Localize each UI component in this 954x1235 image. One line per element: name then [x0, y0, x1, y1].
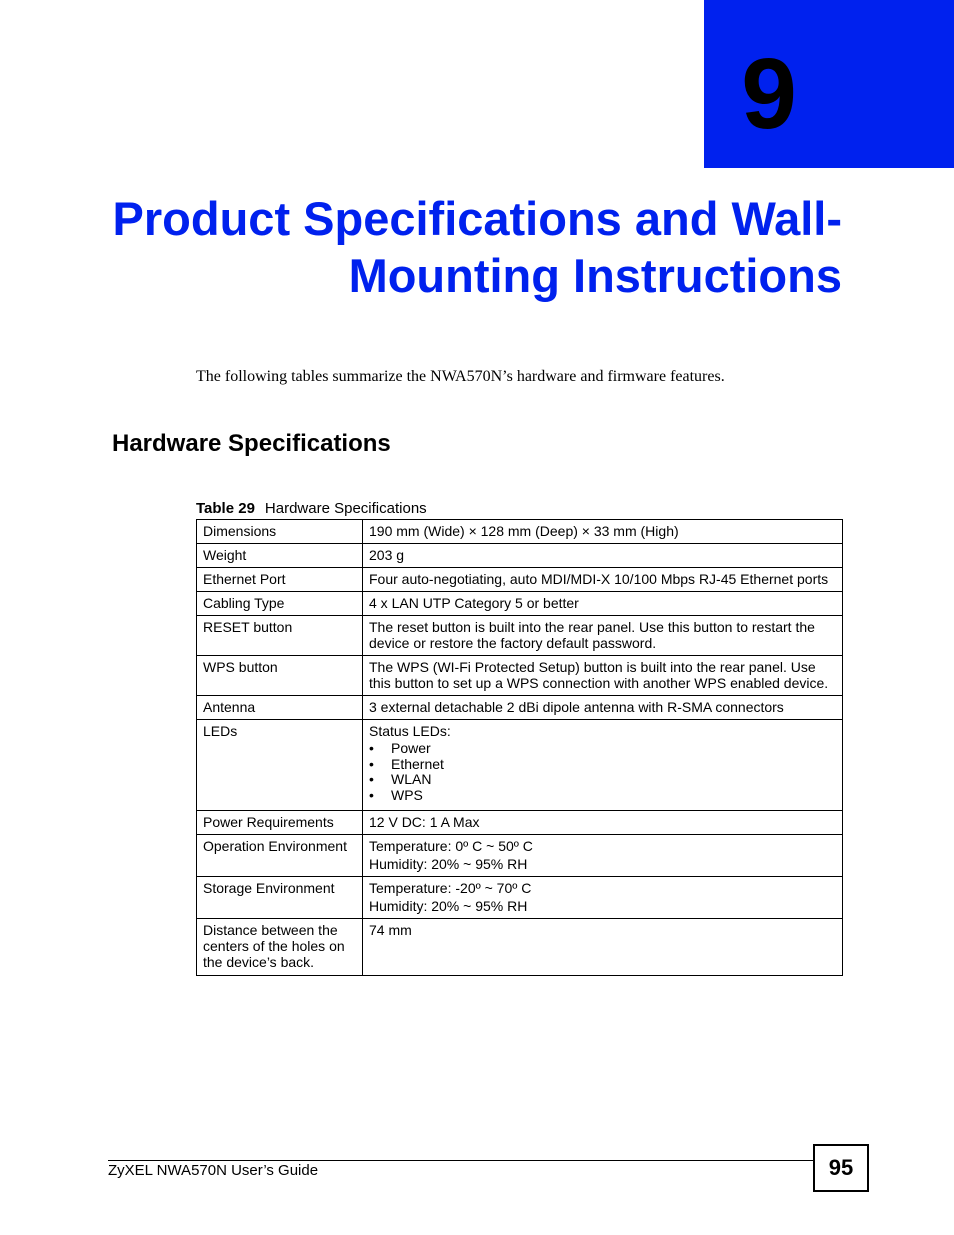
row-label: Antenna	[197, 696, 363, 720]
row-value: 203 g	[363, 544, 843, 568]
row-value: 4 x LAN UTP Category 5 or better	[363, 592, 843, 616]
chapter-title-line-2: Mounting Instructions	[348, 249, 842, 302]
row-value: The reset button is built into the rear panel. Use this button to restart the device or restore the factory default password.	[363, 616, 843, 656]
chapter-number: 9	[741, 38, 797, 150]
temperature-range: Temperature: 0º C ~ 50º C	[369, 838, 533, 854]
list-item	[369, 788, 836, 804]
table-row	[197, 568, 843, 592]
table-row	[197, 811, 843, 835]
list-item	[369, 757, 836, 773]
row-label: Cabling Type	[197, 592, 363, 616]
row-value: 74 mm	[363, 919, 843, 976]
row-value: The WPS (WI-Fi Protected Setup) button is built into the rear panel. Use this button to set up a WPS connection with another WPS enabled device.	[363, 656, 843, 696]
row-label: Power Requirements	[197, 811, 363, 835]
footer-divider	[108, 1160, 814, 1161]
footer-guide-title: ZyXEL NWA570N User’s Guide	[108, 1162, 319, 1179]
row-value: 12 V DC: 1 A Max	[363, 811, 843, 835]
row-label: Operation Environment	[197, 835, 363, 877]
led-item-label: WPS	[391, 786, 423, 803]
table-row	[197, 835, 843, 877]
table-row	[197, 656, 843, 696]
chapter-title-line-1: Product Specifications and Wall-	[112, 192, 842, 245]
led-item-label: Power	[391, 740, 431, 756]
row-value: 190 mm (Wide) × 128 mm (Deep) × 33 mm (High)	[363, 520, 843, 544]
table-row	[197, 720, 843, 811]
row-value	[363, 877, 843, 919]
led-item-label: Ethernet	[391, 755, 444, 772]
table-row	[197, 616, 843, 656]
table-row	[197, 877, 843, 919]
humidity-range: Humidity: 20% ~ 95% RH	[369, 856, 528, 872]
table-caption	[196, 500, 427, 518]
table-row	[197, 919, 843, 976]
bullet-icon: •	[369, 771, 374, 787]
list-item	[369, 772, 836, 788]
row-label: Dimensions	[197, 520, 363, 544]
row-value	[363, 835, 843, 877]
chapter-title	[100, 190, 842, 304]
table-row	[197, 544, 843, 568]
table-caption-number: Table 29	[196, 500, 255, 517]
row-label: Distance between the centers of the holes on the device’s back.	[197, 919, 363, 976]
table-row	[197, 592, 843, 616]
led-item-label: WLAN	[391, 771, 432, 787]
bullet-icon: •	[369, 740, 374, 756]
humidity-range: Humidity: 20% ~ 95% RH	[369, 898, 528, 914]
section-heading: Hardware Specifications	[112, 430, 391, 457]
table-row	[197, 696, 843, 720]
table-row	[197, 520, 843, 544]
intro-paragraph: The following tables summarize the NWA570N’s hardware and firmware features.	[196, 368, 725, 385]
row-value: 3 external detachable 2 dBi dipole antenna with R-SMA connectors	[363, 696, 843, 720]
temperature-range: Temperature: -20º ~ 70º C	[369, 880, 532, 896]
row-label: LEDs	[197, 720, 363, 811]
row-label: Storage Environment	[197, 877, 363, 919]
led-list	[369, 741, 836, 803]
row-label: RESET button	[197, 616, 363, 656]
row-value: Four auto-negotiating, auto MDI/MDI-X 10/100 Mbps RJ-45 Ethernet ports	[363, 568, 843, 592]
page-number: 95	[813, 1144, 869, 1192]
row-label: Weight	[197, 544, 363, 568]
row-label: WPS button	[197, 656, 363, 696]
leds-intro: Status LEDs:	[369, 723, 451, 739]
list-item	[369, 741, 836, 757]
bullet-icon: •	[369, 786, 374, 803]
table-caption-title: Hardware Specifications	[264, 500, 427, 517]
hardware-specs-table	[196, 519, 843, 976]
bullet-icon: •	[369, 755, 374, 772]
row-value	[363, 720, 843, 811]
chapter-number-box	[704, 0, 954, 168]
row-label: Ethernet Port	[197, 568, 363, 592]
